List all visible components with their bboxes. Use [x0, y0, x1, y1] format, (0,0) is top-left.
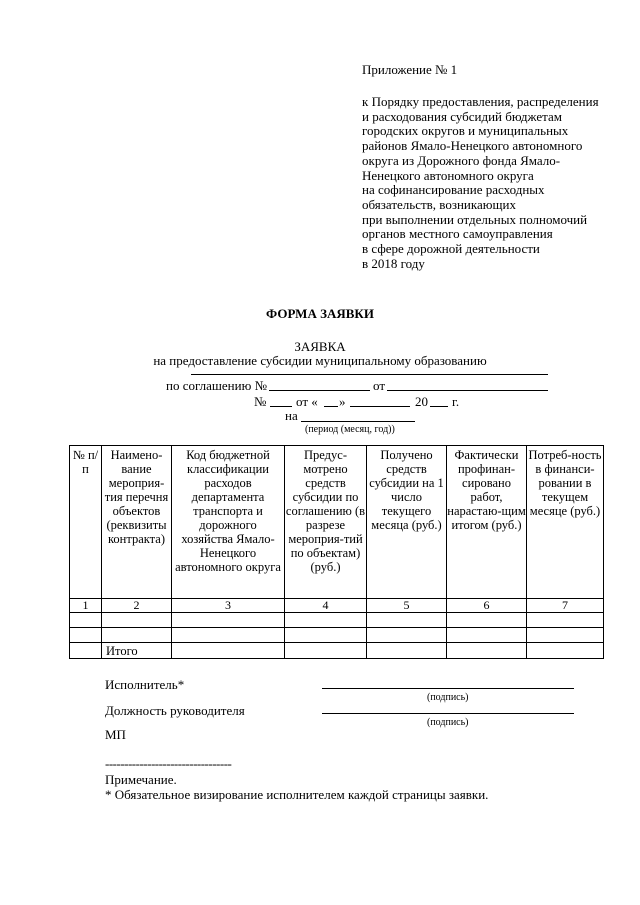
header-cell: Наимено-вание мероприя-тия перечня объектов (реквизиты контракта): [102, 446, 172, 599]
request-title: ЗАЯВКА: [294, 339, 346, 354]
column-number: 7: [527, 599, 604, 613]
table-cell: [527, 628, 604, 643]
header-cell: Предус-мотрено средств субсидии по соглашению (в разрезе мероприя-тий по объектам) (руб.): [285, 446, 367, 599]
quote-close: »: [339, 394, 346, 409]
on-label: на: [285, 408, 298, 423]
period-line: [301, 421, 415, 422]
column-number: 2: [102, 599, 172, 613]
appendix-line: к Порядку предоставления, распределения: [362, 94, 599, 109]
executor-label: Исполнитель*: [105, 677, 185, 692]
appendix-line: и расходования субсидий бюджетам: [362, 108, 562, 124]
appendix-line: городских округов и муниципальных: [362, 123, 569, 139]
table-cell: [70, 628, 102, 643]
appendix-line: на софинансирование расходных: [362, 182, 545, 198]
table-cell: [447, 643, 527, 659]
day-line: [324, 406, 338, 407]
table-number-row: [70, 599, 604, 613]
request-subtitle: на предоставление субсидии муниципальному образованию: [153, 353, 487, 368]
table-total-row: [70, 643, 604, 659]
head-signature-line: [322, 713, 574, 714]
appendix-line: при выполнении отдельных полномочий: [362, 211, 588, 227]
column-number: 6: [447, 599, 527, 613]
year-line: [430, 406, 448, 407]
table-cell: [447, 613, 527, 628]
table-cell: [447, 628, 527, 643]
header-cell: Код бюджетной классификации расходов департамента транспорта и дорожного хозяйства Ямало-Ненецкого автономного округа: [172, 446, 285, 599]
table-cell: [285, 628, 367, 643]
agreement-label: по соглашению №: [166, 378, 267, 393]
table-row: [70, 613, 604, 628]
signature-hint: (подпись): [427, 692, 469, 703]
note-separator: ---------------------------------: [105, 756, 232, 771]
note-text: * Обязательное визирование исполнителем каждой страницы заявки.: [105, 787, 489, 802]
appendix-line: Ненецкого автономного округа: [362, 167, 534, 183]
table-cell: [102, 628, 172, 643]
table-cell: [367, 628, 447, 643]
table-cell: [285, 613, 367, 628]
date-from-label: от «: [296, 394, 318, 409]
number-label: №: [254, 394, 267, 409]
appendix-line: в сфере дорожной деятельности: [362, 241, 540, 257]
table-header-row: [70, 446, 604, 599]
table-cell: [527, 613, 604, 628]
table-cell: [285, 643, 367, 659]
month-line: [350, 406, 410, 407]
table-cell: [367, 613, 447, 628]
form-title: ФОРМА ЗАЯВКИ: [266, 306, 374, 321]
table-cell: [527, 643, 604, 659]
column-number: 3: [172, 599, 285, 613]
appendix-line: в 2018 году: [362, 255, 425, 271]
year-prefix: 20: [415, 394, 428, 409]
table-row: [70, 628, 604, 643]
executor-signature-line: [322, 688, 574, 689]
column-number: 1: [70, 599, 102, 613]
appendix-line: округа из Дорожного фонда Ямало-: [362, 152, 561, 168]
column-number: 5: [367, 599, 447, 613]
table-cell: [102, 613, 172, 628]
appendix-text: [362, 95, 622, 271]
number-line: [270, 406, 292, 407]
stamp-label: МП: [105, 727, 126, 742]
table-cell: [70, 613, 102, 628]
note-title: Примечание.: [105, 772, 177, 787]
total-label: Итого: [102, 643, 172, 659]
column-number: 4: [285, 599, 367, 613]
appendix-line: обязательств, возникающих: [362, 196, 516, 212]
appendix-line: органов местного самоуправления: [362, 226, 553, 242]
agreement-number-line: [269, 390, 370, 391]
table-cell: [172, 643, 285, 659]
header-cell: № п/п: [70, 446, 102, 599]
header-cell: Получено средств субсидии на 1 число текущего месяца (руб.): [367, 446, 447, 599]
head-position-label: Должность руководителя: [105, 703, 245, 718]
year-suffix: г.: [452, 394, 460, 409]
period-hint: (период (месяц, год)): [305, 424, 395, 435]
table-cell: [367, 643, 447, 659]
table-cell: [70, 643, 102, 659]
table-cell: [172, 613, 285, 628]
header-cell: Потреб-ность в финанси-ровании в текущем месяце (руб.): [527, 446, 604, 599]
agreement-from-label: от: [373, 378, 386, 393]
header-cell: Фактически профинан-сировано работ, нарастаю-щим итогом (руб.): [447, 446, 527, 599]
table-cell: [172, 628, 285, 643]
municipality-line: [191, 374, 548, 375]
request-table: [69, 445, 604, 659]
appendix-title: Приложение № 1: [362, 62, 458, 77]
signature-hint: (подпись): [427, 717, 469, 728]
agreement-date-line: [387, 390, 548, 391]
appendix-line: районов Ямало-Ненецкого автономного: [362, 138, 583, 154]
